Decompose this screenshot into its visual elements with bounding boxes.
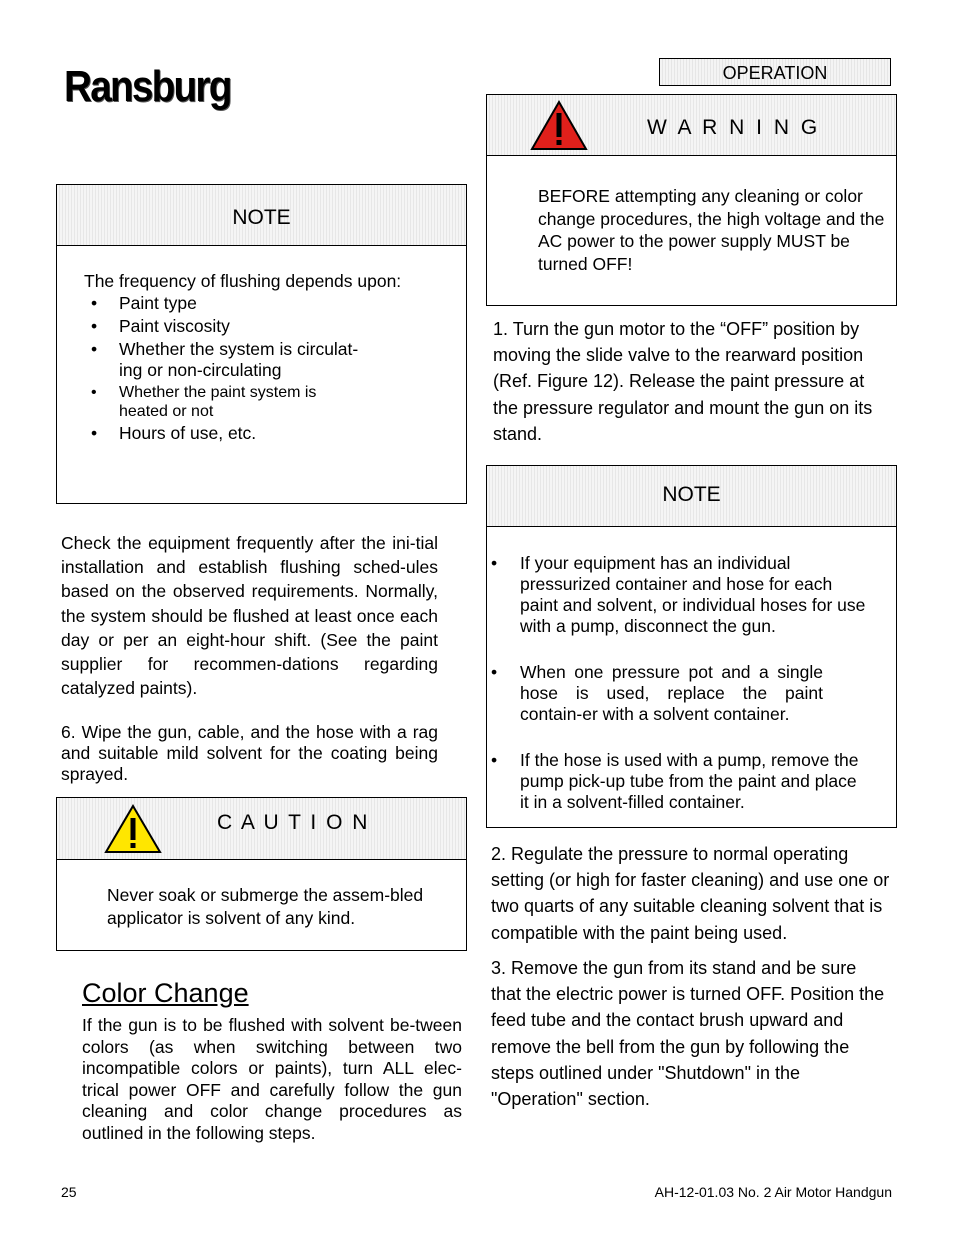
- warning-triangle-icon: [530, 100, 588, 152]
- note-box-flushing: [56, 184, 467, 504]
- caution-text: Never soak or submerge the assem-bled applicator is solvent of any kind.: [107, 885, 424, 928]
- ransburg-logo: Ransburg: [64, 62, 231, 111]
- note-title: NOTE: [232, 206, 291, 229]
- note-box-hoses: [486, 465, 897, 828]
- list-item: • Whether the system is circulat-ing or non-circulating: [57, 339, 381, 381]
- warning-header: [486, 94, 897, 156]
- color-change-heading: Color Change: [82, 978, 249, 1008]
- warning-title: W A R N I N G: [647, 116, 821, 139]
- list-item: • When one pressure pot and a single hose is used, replace the paint contain-er with a solvent container.: [487, 662, 823, 725]
- caution-triangle-icon: [104, 804, 162, 854]
- note-bullet-list: [57, 293, 414, 444]
- caution-header: [56, 797, 467, 860]
- step-2-paragraph: 2. Regulate the pressure to normal operating setting (or high for faster cleaning) and use one or two quarts of any suitable cleaning solvent that is compatible with the paint being used.: [491, 844, 890, 943]
- list-item: • If your equipment has an individual pressurized container and hose for each paint and solvent, or individual hoses for use with a pump, disconnect the gun.: [487, 553, 867, 637]
- note-title: NOTE: [662, 483, 721, 506]
- list-item: • Paint viscosity: [57, 316, 414, 337]
- step-3-paragraph: 3. Remove the gun from its stand and be sure that the electric power is turned OFF. Position the feed tube and the contact brush upward and remove the bell from the gun by following the steps outlined under "Shutdown" in the "Operation" section.: [491, 958, 885, 1110]
- caution-title: C A U T I O N: [217, 811, 370, 834]
- note-header: [486, 465, 897, 527]
- section-label: OPERATION: [659, 58, 891, 86]
- note-intro: The frequency of flushing depends upon:: [84, 271, 402, 291]
- document-id: AH-12-01.03 No. 2 Air Motor Handgun: [654, 1184, 892, 1200]
- warning-text: BEFORE attempting any cleaning or color change procedures, the high voltage and the AC power to the power supply MUST be turned OFF!: [538, 186, 885, 274]
- warning-box: [486, 94, 897, 306]
- list-item: • Whether the paint system is heated or not: [57, 383, 359, 421]
- step-1-paragraph: 1. Turn the gun motor to the “OFF” position by moving the slide valve to the rearward position (Ref. Figure 12). Release the paint pressure at the pressure regulator and mount the gun on its stand.: [493, 319, 873, 444]
- page-number: 25: [61, 1184, 77, 1200]
- note-header: [56, 184, 467, 246]
- list-item: • Paint type: [57, 293, 414, 314]
- color-change-paragraph: If the gun is to be flushed with solvent be-tween colors (as when switching between two incompatible colors or paints), turn ALL elec-trical power OFF and carefully follow the gun cleaning and color change procedures as outlined in the following steps.: [82, 1015, 462, 1143]
- note-bullet-list: [487, 553, 867, 815]
- list-item: • If the hose is used with a pump, remove the pump pick-up tube from the paint and place it in a solvent-filled container.: [487, 750, 867, 813]
- caution-box: [56, 797, 467, 951]
- list-item: • Hours of use, etc.: [57, 423, 414, 444]
- step-6-paragraph: 6. Wipe the gun, cable, and the hose with a rag and suitable mild solvent for the coating being sprayed.: [61, 722, 438, 784]
- flushing-schedule-paragraph: Check the equipment frequently after the ini-tial installation and establish flushing sched-ules based on the observed requirements. Normally, the system should be flushed at least once each day or per an eight-hour shift. (See the paint supplier for recommen-dations regarding catalyzed paints).: [61, 533, 438, 699]
